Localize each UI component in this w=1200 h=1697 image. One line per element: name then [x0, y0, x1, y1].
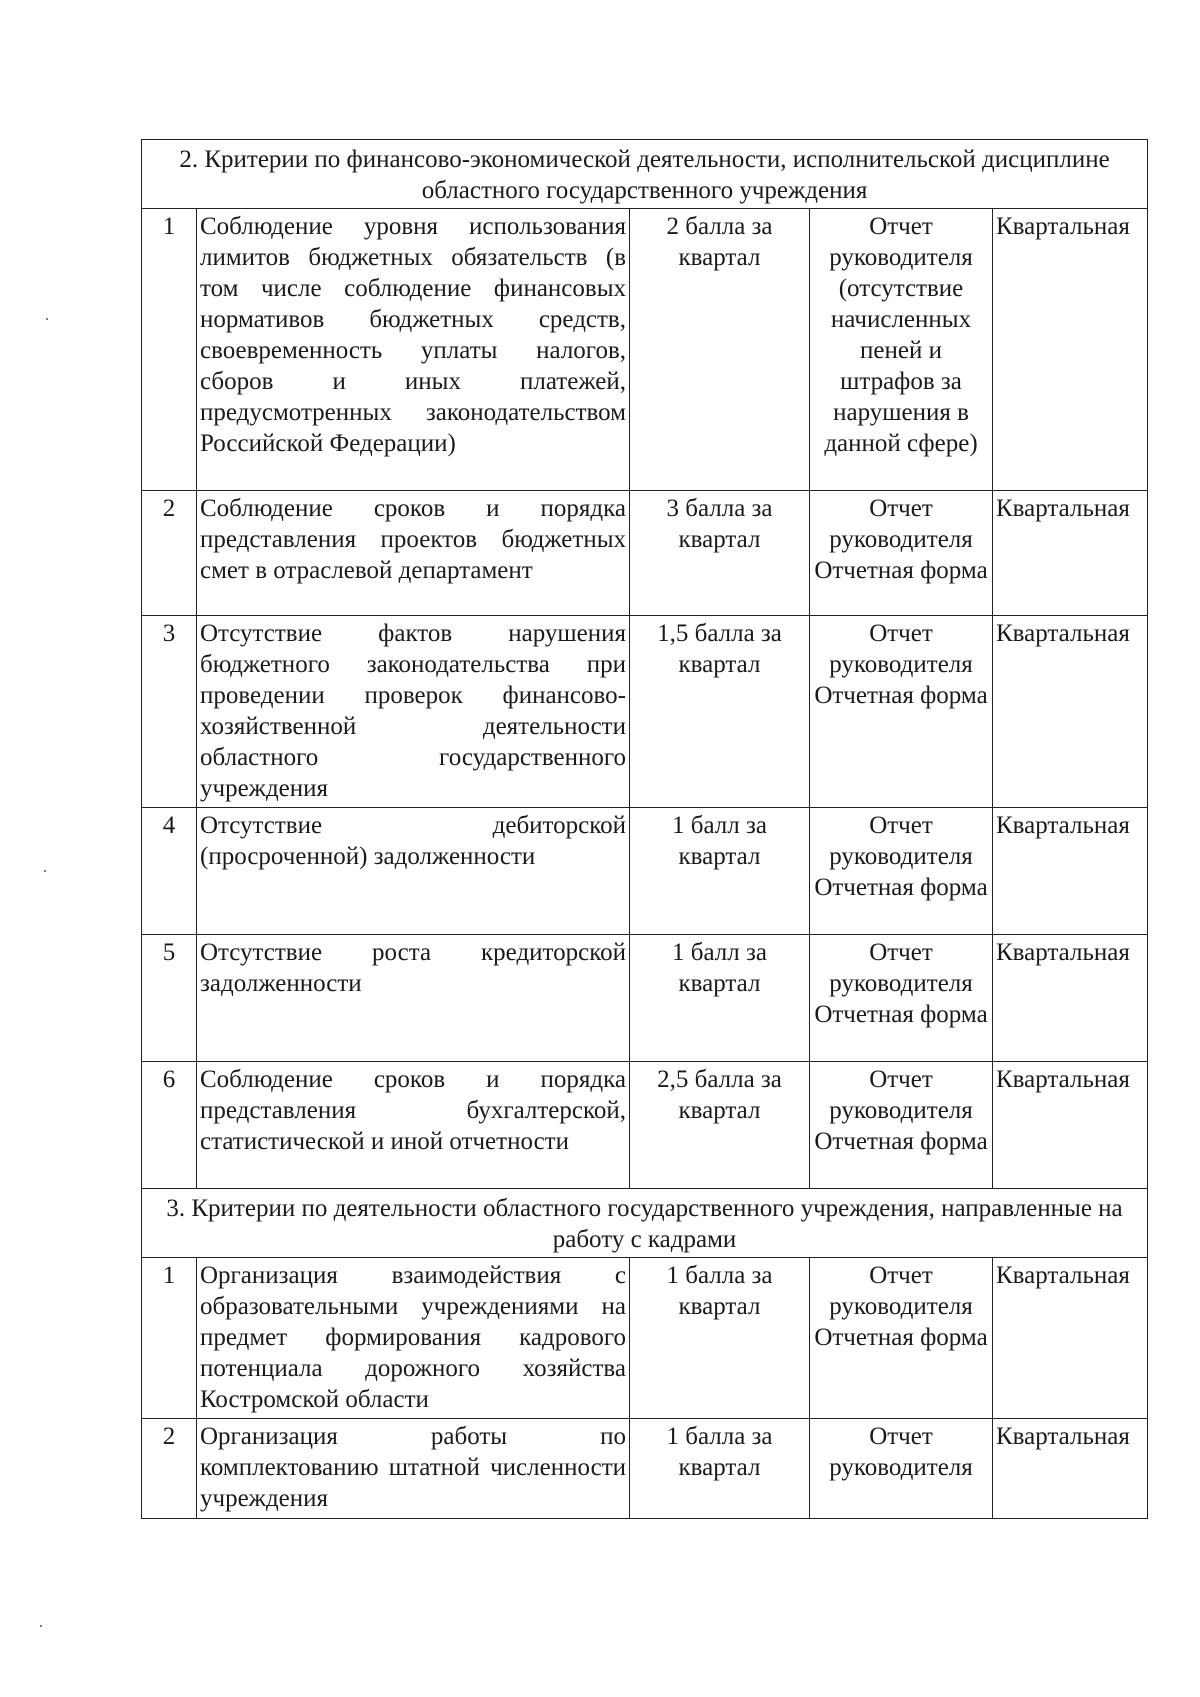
table-row [142, 209, 1148, 491]
periodicity: Квартальная [993, 491, 1148, 616]
criterion-text: Соблюдение сроков и порядка представления бухгалтерской, статистической и иной отчетности [197, 1062, 630, 1189]
row-number: 5 [142, 935, 197, 1062]
scan-speck [40, 1625, 42, 1627]
periodicity: Квартальная [993, 1062, 1148, 1189]
scan-speck [44, 870, 46, 872]
score-value: 2,5 балла за квартал [630, 1062, 810, 1189]
section-title: 2. Критерии по финансово-экономической деятельности, исполнительской дисциплине областного государственного учреждения [142, 140, 1148, 209]
section-header [142, 1189, 1148, 1258]
scan-speck [46, 318, 48, 320]
report-form: Отчет руководителя Отчетная форма [810, 1258, 993, 1419]
row-number: 2 [142, 491, 197, 616]
score-value: 1 балл за квартал [630, 808, 810, 935]
report-form: Отчет руководителя (отсутствие начисленных пеней и штрафов за нарушения в данной сфере) [810, 209, 993, 491]
criterion-text: Организация взаимодействия с образовательными учреждениями на предмет формирования кадрового потенциала дорожного хозяйства Костромской области [197, 1258, 630, 1419]
score-value: 3 балла за квартал [630, 491, 810, 616]
table-row [142, 935, 1148, 1062]
criterion-text: Соблюдение сроков и порядка представления проектов бюджетных смет в отраслевой департамент [197, 491, 630, 616]
row-number: 4 [142, 808, 197, 935]
table-row [142, 1258, 1148, 1419]
row-number: 1 [142, 209, 197, 491]
periodicity: Квартальная [993, 1258, 1148, 1419]
score-value: 1 балла за квартал [630, 1258, 810, 1419]
score-value: 2 балла за квартал [630, 209, 810, 491]
report-form: Отчет руководителя Отчетная форма [810, 935, 993, 1062]
table-row [142, 1419, 1148, 1519]
report-form: Отчет руководителя Отчетная форма [810, 491, 993, 616]
score-value: 1 балла за квартал [630, 1419, 810, 1519]
report-form: Отчет руководителя [810, 1419, 993, 1519]
criterion-text: Отсутствие фактов нарушения бюджетного законодательства при проведении проверок финансово-хозяйственной деятельности областного государственного учреждения [197, 616, 630, 808]
row-number: 2 [142, 1419, 197, 1519]
section-title: 3. Критерии по деятельности областного государственного учреждения, направленные на работу с кадрами [142, 1189, 1148, 1258]
report-form: Отчет руководителя Отчетная форма [810, 616, 993, 808]
periodicity: Квартальная [993, 209, 1148, 491]
score-value: 1 балл за квартал [630, 935, 810, 1062]
row-number: 1 [142, 1258, 197, 1419]
section-header [142, 140, 1148, 209]
table-row [142, 616, 1148, 808]
table-row [142, 491, 1148, 616]
criterion-text: Соблюдение уровня использования лимитов бюджетных обязательств (в том числе соблюдение финансовых нормативов бюджетных средств, своевременность уплаты налогов, сборов и иных платежей, предусмотренных законодательством Российской Федерации) [197, 209, 630, 491]
periodicity: Квартальная [993, 935, 1148, 1062]
row-number: 6 [142, 1062, 197, 1189]
row-number: 3 [142, 616, 197, 808]
criterion-text: Отсутствие роста кредиторской задолженности [197, 935, 630, 1062]
report-form: Отчет руководителя Отчетная форма [810, 1062, 993, 1189]
periodicity: Квартальная [993, 1419, 1148, 1519]
report-form: Отчет руководителя Отчетная форма [810, 808, 993, 935]
criterion-text: Организация работы по комплектованию штатной численности учреждения [197, 1419, 630, 1519]
criterion-text: Отсутствие дебиторской (просроченной) задолженности [197, 808, 630, 935]
score-value: 1,5 балла за квартал [630, 616, 810, 808]
periodicity: Квартальная [993, 616, 1148, 808]
table-row [142, 808, 1148, 935]
criteria-table [141, 139, 1148, 1519]
periodicity: Квартальная [993, 808, 1148, 935]
table-row [142, 1062, 1148, 1189]
